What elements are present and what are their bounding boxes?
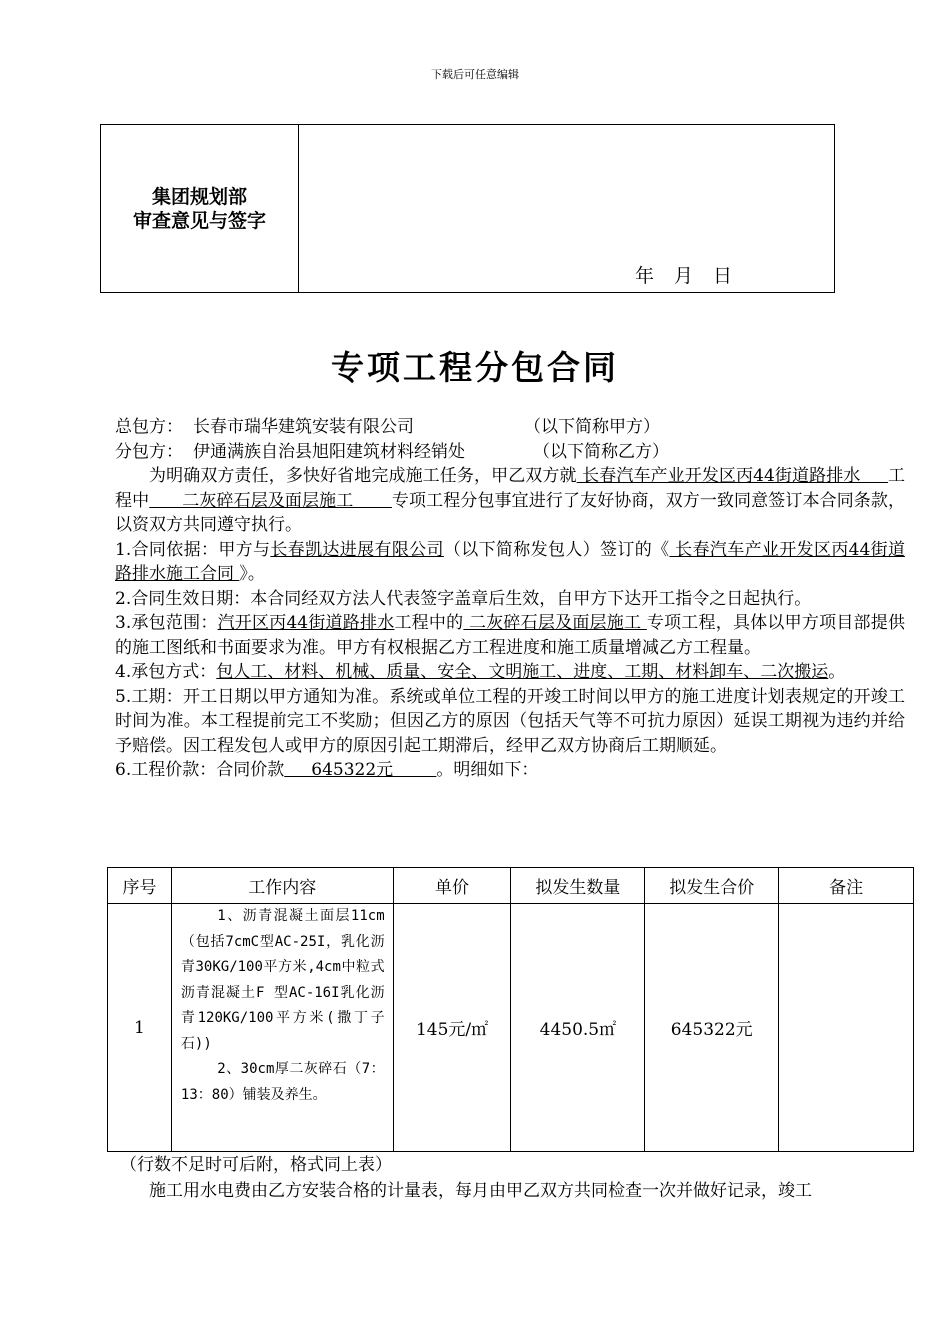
- table-header-row: [108, 868, 914, 904]
- general-label: 总包方：: [115, 417, 183, 437]
- row-no: 1: [108, 904, 172, 1152]
- clause4-mode: 包人工、材料、机械、质量、安全、文明施工、进度、工期、材料卸车、二次搬运: [216, 662, 829, 682]
- after-table-text: [115, 1152, 905, 1204]
- header-note: 下载后可任意编辑: [431, 68, 519, 81]
- clause4-text-a: 4.承包方式：: [115, 662, 217, 682]
- clause-3: [115, 611, 905, 660]
- row-quantity: 4450.5㎡: [511, 904, 645, 1152]
- row-remark: [779, 904, 914, 1152]
- row-content: [171, 904, 393, 1152]
- row-total: 645322元: [645, 904, 779, 1152]
- intro-project: 长春汽车产业开发区丙44街道路排水: [576, 466, 888, 486]
- review-table: [100, 124, 835, 293]
- intro-text-b: 工程中: [115, 466, 905, 511]
- general-contractor-line: [115, 415, 905, 440]
- row-unit-price: 145元/㎡: [393, 904, 511, 1152]
- clause-1: [115, 538, 905, 587]
- price-detail-table: [107, 867, 914, 1152]
- date-month: 月: [673, 265, 695, 287]
- clause-6: [115, 758, 905, 783]
- clause6-text-a: 6.工程价款：合同价款: [115, 760, 285, 780]
- date-year: 年: [634, 265, 656, 287]
- table-note: （行数不足时可后附，格式同上表）: [120, 1155, 392, 1175]
- header-quantity: 拟发生数量: [511, 868, 645, 904]
- general-abbr: （以下简称甲方）: [524, 417, 660, 437]
- row-content-item2: 2、30cm厚二灰碎石（7：13：80）铺装及养生。: [180, 1061, 385, 1103]
- row-content-item1: 1、沥青混凝土面层11cm（包括7cmC型AC-25I，乳化沥青30KG/100平方米,4cm中粒式沥青混凝土F 型AC-16I乳化沥青120KG/100平方米(撒丁子石)): [180, 908, 385, 1052]
- clause6-price: 645322元: [284, 760, 437, 780]
- clause6-text-b: 。明细如下：: [436, 760, 539, 780]
- contract-body: [115, 415, 905, 783]
- clause1-text-a: 1.合同依据：甲方与: [115, 539, 271, 560]
- sub-name: 伊通满族自治县旭阳建筑材料经销处: [193, 441, 465, 462]
- table-row: [108, 904, 914, 1152]
- header-total: 拟发生合价: [645, 868, 779, 904]
- general-name: 长春市瑞华建筑安装有限公司: [193, 417, 414, 437]
- clause1-text-c: 》。: [239, 564, 265, 584]
- clause-2: 2.合同生效日期：本合同经双方法人代表签字盖章后生效，自甲方下达开工指令之日起执行。: [115, 588, 812, 609]
- clause3-project: 汽开区丙44街道路排水: [217, 613, 395, 633]
- clause3-scope: 二灰碎石层及面层施工: [463, 613, 647, 633]
- intro-scope: 二灰碎石层及面层施工: [149, 490, 392, 511]
- page-title: 专项工程分包合同: [331, 348, 619, 387]
- clause-4: [115, 660, 905, 685]
- clause1-contract: 长春汽车产业开发区丙44街道路排水施工合同: [115, 539, 905, 584]
- clause4-text-b: 。: [828, 662, 846, 682]
- review-date: [617, 261, 734, 288]
- intro-text-a: 为明确双方责任，多快好省地完成施工任务，甲乙双方就: [149, 466, 577, 486]
- header-remark: 备注: [779, 868, 914, 904]
- date-day: 日: [712, 265, 734, 287]
- clause-5: 5.工期：开工日期以甲方通知为准。系统或单位工程的开竣工时间以甲方的施工进度计划表规定的开竣工时间为准。本工程提前完工不奖励；但因乙方的原因（包括天气等不可抗力原因）延误工期视为违约并给予赔偿。因工程发包人或甲方的原因引起工期滞后，经甲乙双方协商后工期顺延。: [115, 686, 905, 756]
- clause3-text-a: 3.承包范围：: [115, 613, 218, 633]
- clause1-text-b: （以下简称发包人）签订的《: [443, 539, 670, 560]
- review-label-cell: [101, 125, 299, 293]
- utility-paragraph: 施工用水电费由乙方安装合格的计量表，每月由甲乙双方共同检查一次并做好记录，竣工: [149, 1181, 812, 1201]
- intro-paragraph: [115, 464, 905, 538]
- clause1-company: 长春凯达进展有限公司: [270, 539, 444, 560]
- sub-abbr: （以下简称乙方）: [533, 441, 669, 462]
- intro-text-c: 专项工程分包事宜进行了友好协商，双方一致同意签订本合同条款，以资双方共同遵守执行。: [115, 490, 906, 535]
- clause3-text-c: 专项工程，具体以甲方项目部提供的施工图纸和书面要求为准。甲方有权根据乙方工程进度和施工质量增减乙方工程量。: [115, 613, 905, 658]
- review-label-line2: 审查意见与签字: [132, 209, 266, 232]
- header-unit-price: 单价: [393, 868, 511, 904]
- header-content: 工作内容: [171, 868, 393, 904]
- subcontractor-line: [115, 440, 905, 465]
- header-no: 序号: [108, 868, 172, 904]
- sub-label: 分包方：: [115, 441, 183, 462]
- review-label-line1: 集团规划部: [151, 185, 247, 208]
- clause3-text-b: 工程中的: [394, 613, 464, 633]
- review-opinion-cell[interactable]: [299, 125, 835, 293]
